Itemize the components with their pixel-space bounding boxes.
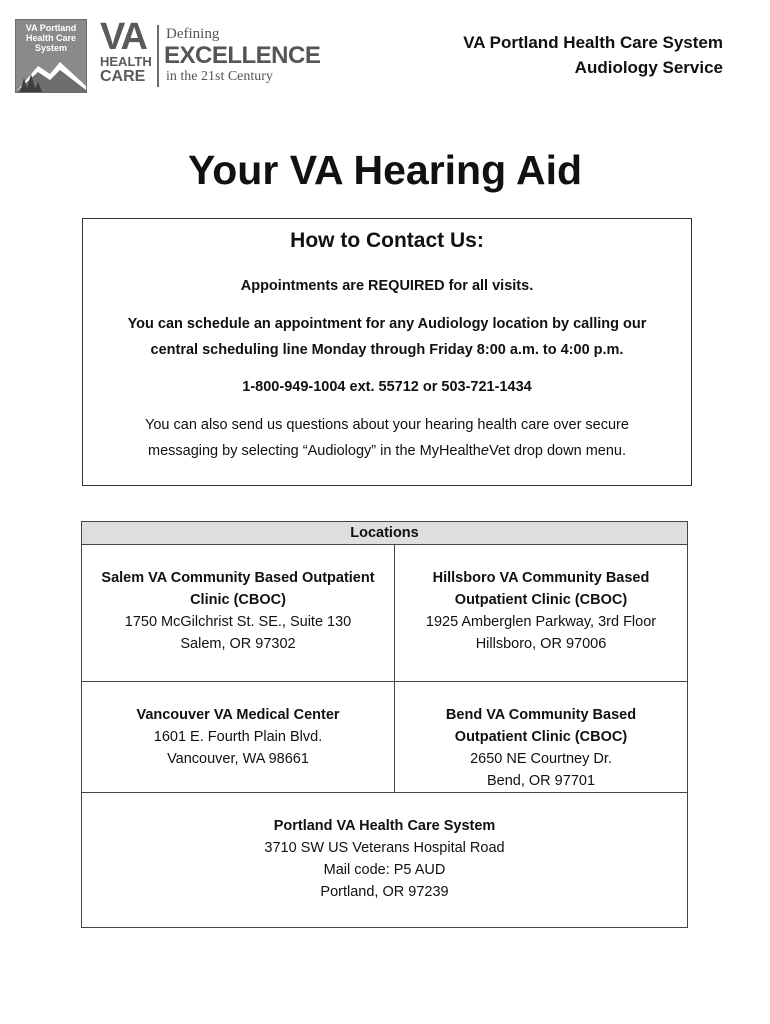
va-portland-logo-text: VA Portland Health Care System bbox=[25, 23, 77, 53]
location-name: Vancouver VA Medical Center bbox=[136, 707, 340, 723]
location-name: Salem VA Community Based Outpatient bbox=[101, 570, 375, 586]
locations-table bbox=[81, 521, 688, 928]
location-address: 1925 Amberglen Parkway, 3rd Floor bbox=[425, 614, 657, 630]
location-mail-code: Mail code: P5 AUD bbox=[323, 862, 446, 878]
appointments-required-text: Appointments are REQUIRED for all visits. bbox=[240, 278, 534, 294]
va-logo-care: CARE bbox=[100, 68, 146, 85]
location-portland bbox=[82, 793, 687, 927]
location-salem bbox=[82, 545, 395, 682]
page-title: Your VA Hearing Aid bbox=[187, 147, 583, 193]
tagline-excellence: EXCELLENCE bbox=[164, 42, 321, 69]
va-portland-logo bbox=[15, 19, 87, 93]
header-org-block bbox=[463, 30, 723, 80]
schedule-text-line2: central scheduling line Monday through Friday 8:00 a.m. to 4:00 p.m. bbox=[150, 342, 624, 358]
location-vancouver bbox=[82, 682, 395, 793]
contact-box bbox=[82, 218, 692, 486]
messaging-text-line1: You can also send us questions about your hearing health care over secure bbox=[145, 417, 629, 433]
va-logo-health: HEALTH bbox=[100, 54, 152, 69]
messaging-text-line2: messaging by selecting “Audiology” in the MyHealtheVet drop down menu. bbox=[148, 443, 626, 459]
location-bend bbox=[395, 682, 687, 793]
location-address: 3710 SW US Veterans Hospital Road bbox=[264, 840, 505, 856]
va-health-care-logo bbox=[100, 16, 155, 88]
va-logo-letters: VA bbox=[100, 16, 146, 58]
phone-numbers: 1-800-949-1004 ext. 55712 or 503-721-1434 bbox=[242, 379, 532, 395]
location-address: 1750 McGilchrist St. SE., Suite 130 bbox=[124, 614, 352, 630]
location-city: Hillsboro, OR 97006 bbox=[475, 636, 607, 652]
location-name: Bend VA Community Based bbox=[445, 707, 637, 723]
location-name: Hillsboro VA Community Based bbox=[432, 570, 650, 586]
tagline-century: in the 21st Century bbox=[166, 69, 273, 84]
location-name: Portland VA Health Care System bbox=[273, 818, 496, 834]
location-name: Outpatient Clinic (CBOC) bbox=[454, 729, 628, 745]
contact-heading: How to Contact Us: bbox=[290, 229, 484, 252]
location-address: 2650 NE Courtney Dr. bbox=[470, 751, 612, 767]
service-name: Audiology Service bbox=[574, 58, 723, 77]
location-name: Clinic (CBOC) bbox=[190, 592, 286, 608]
locations-heading: Locations bbox=[82, 522, 687, 545]
location-name: Outpatient Clinic (CBOC) bbox=[454, 592, 628, 608]
location-city: Bend, OR 97701 bbox=[486, 773, 596, 789]
location-city: Portland, OR 97239 bbox=[320, 884, 449, 900]
mountain-icon bbox=[16, 52, 86, 92]
location-city: Vancouver, WA 98661 bbox=[167, 751, 309, 767]
tagline-defining: Defining bbox=[166, 26, 220, 42]
logo-divider bbox=[157, 25, 159, 87]
location-address: 1601 E. Fourth Plain Blvd. bbox=[153, 729, 323, 745]
location-hillsboro bbox=[395, 545, 687, 682]
location-city: Salem, OR 97302 bbox=[180, 636, 296, 652]
schedule-text-line1: You can schedule an appointment for any Audiology location by calling our bbox=[127, 316, 647, 332]
org-name: VA Portland Health Care System bbox=[463, 33, 723, 52]
